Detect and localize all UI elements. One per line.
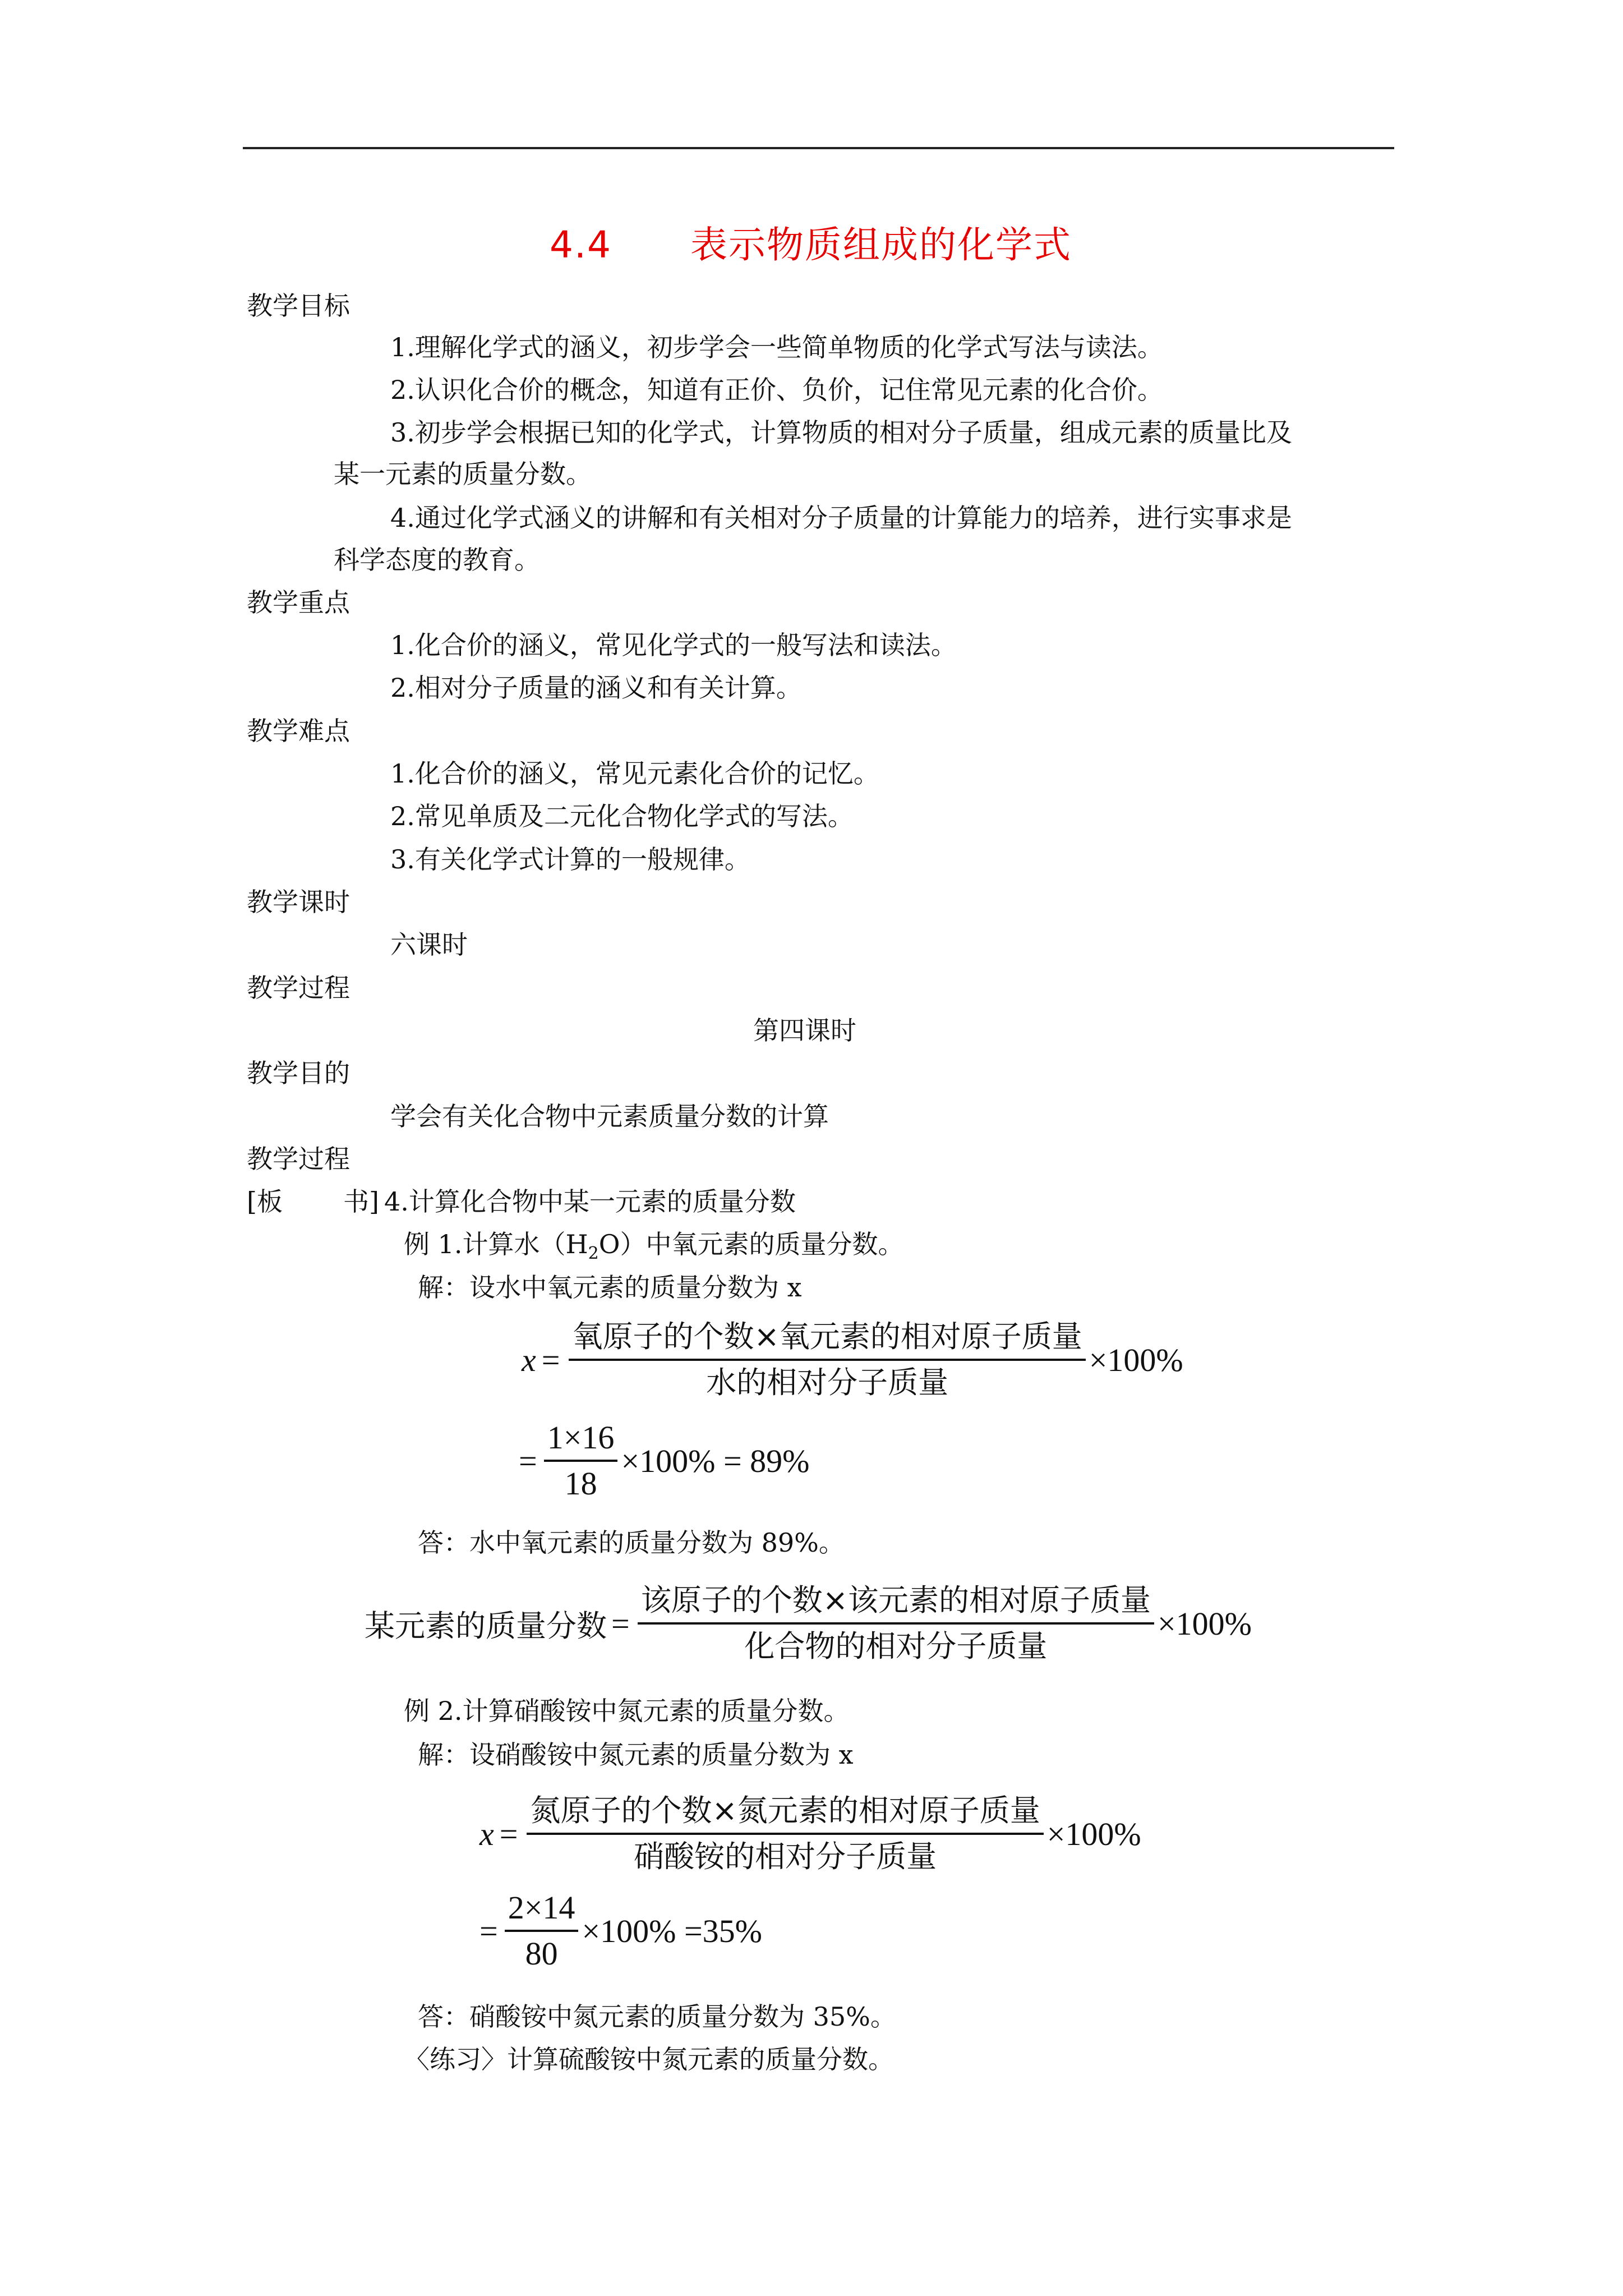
general-formula-lhs: 某元素的质量分数 bbox=[365, 1608, 607, 1644]
formula-equals: = bbox=[541, 1341, 560, 1378]
formula-denominator: 水的相对分子质量 bbox=[706, 1365, 949, 1400]
example-1-solution: 解：设水中氧元素的质量分数为 x bbox=[418, 1272, 802, 1303]
formula-2-fraction bbox=[527, 1792, 1043, 1875]
formula-2-multiplier: ×100% bbox=[1046, 1815, 1141, 1852]
example-2-calculation bbox=[479, 1889, 762, 1972]
difficulty-item-3: 3.有关化学式计算的一般规律。 bbox=[390, 844, 750, 875]
difficulties-heading: 教学难点 bbox=[247, 716, 350, 746]
page-title bbox=[550, 215, 1072, 268]
formula-2-denominator: 硝酸铵的相对分子质量 bbox=[634, 1839, 937, 1874]
calc-2-numerator: 2×14 bbox=[505, 1889, 579, 1932]
calc-fraction bbox=[544, 1419, 618, 1502]
calc-equals: = bbox=[519, 1442, 537, 1479]
objective-item-3-line-2: 某一元素的质量分数。 bbox=[334, 459, 592, 489]
example-1-answer: 答：水中氧元素的质量分数为 89%。 bbox=[418, 1527, 845, 1558]
formula-2-numerator: 氮原子的个数×氮元素的相对原子质量 bbox=[527, 1792, 1043, 1835]
hours-value: 六课时 bbox=[390, 930, 468, 960]
objective-item-4-line-1: 4.通过化学式涵义的讲解和有关相对分子质量的计算能力的培养，进行实事求是 bbox=[390, 503, 1292, 533]
general-formula-numerator: 该原子的个数×该元素的相对原子质量 bbox=[638, 1582, 1154, 1625]
general-formula-fraction bbox=[638, 1582, 1154, 1665]
objective-item-3-line-1: 3.初步学会根据已知的化学式，计算物质的相对分子质量，组成元素的质量比及 bbox=[390, 417, 1292, 448]
process-heading-2: 教学过程 bbox=[247, 1144, 350, 1174]
formula-2-variable: x bbox=[479, 1815, 494, 1852]
general-formula bbox=[365, 1582, 1252, 1665]
objective-item-2: 2.认识化合价的概念，知道有正价、负价，记住常见元素的化合价。 bbox=[390, 375, 1163, 405]
calc-denominator: 18 bbox=[564, 1465, 597, 1502]
objective-item-1: 1.理解化学式的涵义，初步学会一些简单物质的化学式写法与读法。 bbox=[390, 332, 1163, 362]
keypoints-heading: 教学重点 bbox=[247, 587, 350, 618]
general-formula-equals: = bbox=[611, 1605, 630, 1642]
exercise-text: 〈练习〉计算硫酸铵中氮元素的质量分数。 bbox=[404, 2044, 894, 2074]
keypoint-item-1: 1.化合价的涵义，常见化学式的一般写法和读法。 bbox=[390, 630, 957, 660]
title-text: 表示物质组成的化学式 bbox=[690, 223, 1072, 266]
objective-item-4-line-2: 科学态度的教育。 bbox=[334, 545, 540, 575]
calc-result: ×100% = 89% bbox=[621, 1442, 810, 1479]
example-2-formula bbox=[479, 1792, 1141, 1875]
hours-heading: 教学课时 bbox=[247, 887, 350, 917]
title-number: 4.4 bbox=[550, 223, 612, 266]
calc-2-denominator: 80 bbox=[525, 1935, 558, 1972]
difficulty-item-1: 1.化合价的涵义，常见元素化合价的记忆。 bbox=[390, 758, 879, 789]
formula-2-equals: = bbox=[499, 1815, 518, 1852]
example-2-question: 例 2.计算硝酸铵中氮元素的质量分数。 bbox=[404, 1696, 850, 1726]
calc-2-result: ×100% =35% bbox=[582, 1912, 762, 1949]
lesson-label: 第四课时 bbox=[753, 1015, 856, 1046]
formula-fraction bbox=[569, 1318, 1085, 1401]
example-1-formula bbox=[522, 1318, 1183, 1401]
header-rule bbox=[243, 147, 1394, 149]
calc-2-equals: = bbox=[479, 1912, 498, 1949]
example-1-calculation bbox=[519, 1419, 810, 1502]
board-text: 4.计算化合物中某一元素的质量分数 bbox=[384, 1186, 796, 1217]
formula-numerator: 氧原子的个数×氧元素的相对原子质量 bbox=[569, 1318, 1085, 1361]
process-heading: 教学过程 bbox=[247, 973, 350, 1003]
board-label-open: [板 bbox=[247, 1186, 283, 1217]
keypoint-item-2: 2.相对分子质量的涵义和有关计算。 bbox=[390, 673, 802, 703]
board-label-close: 书] bbox=[343, 1186, 379, 1217]
example-1-question: 例 1.计算水$(H_2O)$中氧元素的质量分数。 bbox=[404, 1229, 904, 1264]
example-2-solution: 解：设硝酸铵中氮元素的质量分数为 x bbox=[418, 1740, 854, 1770]
purpose-value: 学会有关化合物中元素质量分数的计算 bbox=[390, 1101, 829, 1131]
example-2-answer: 答：硝酸铵中氮元素的质量分数为 35%。 bbox=[418, 2001, 896, 2032]
objectives-heading: 教学目标 bbox=[247, 291, 350, 321]
general-formula-multiplier: ×100% bbox=[1157, 1605, 1252, 1642]
general-formula-denominator: 化合物的相对分子质量 bbox=[744, 1628, 1048, 1664]
calc-2-fraction bbox=[505, 1889, 579, 1972]
purpose-heading: 教学目的 bbox=[247, 1058, 350, 1088]
formula-variable: x bbox=[522, 1341, 536, 1378]
calc-numerator: 1×16 bbox=[544, 1419, 618, 1462]
difficulty-item-2: 2.常见单质及二元化合物化学式的写法。 bbox=[390, 801, 854, 831]
formula-multiplier: ×100% bbox=[1089, 1341, 1183, 1378]
